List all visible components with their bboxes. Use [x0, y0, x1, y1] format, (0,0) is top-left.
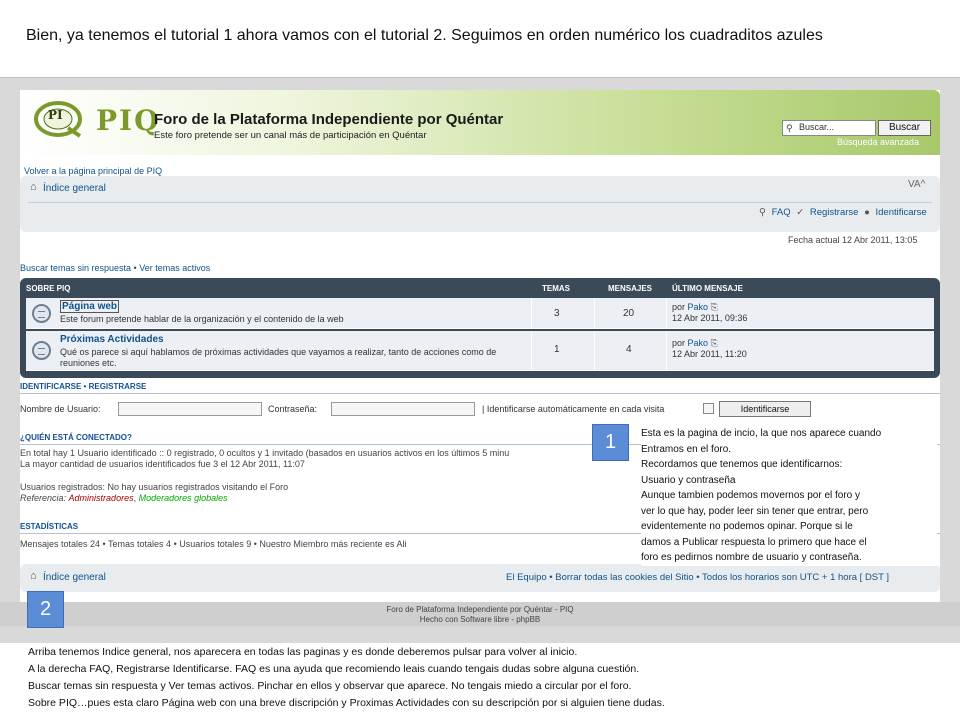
stats-line: Mensajes totales 24 • Temas totales 4 • Usuarios totales 9 • Nuestro Miembro más reciente es Ali — [20, 539, 407, 549]
stats-section-title: ESTADÍSTICAS — [20, 522, 79, 531]
topics-count: 3 — [554, 308, 560, 319]
auto-login-checkbox[interactable] — [703, 403, 714, 414]
login-section-title[interactable]: IDENTIFICARSE • REGISTRARSE — [20, 382, 147, 391]
online-users-line: En total hay 1 Usuario identificado :: 0 registrado, 0 ocultos y 1 invitado (basados en usuarios activos en los últimos 5 minu — [20, 448, 510, 458]
explanation-line: Arriba tenemos Indice general, nos aparecera en todas las paginas y es donde deberemos pulsar para volver al inicio. — [28, 646, 578, 658]
column-divider — [594, 298, 595, 328]
online-section-title[interactable]: ¿QUIÉN ESTÁ CONECTADO? — [20, 433, 132, 442]
column-divider — [666, 298, 667, 328]
forum-title: Foro de la Plataforma Independiente por Quéntar — [154, 111, 504, 128]
topics-count: 1 — [554, 344, 560, 355]
search-button[interactable]: Buscar — [878, 120, 931, 136]
password-label: Contraseña: — [268, 404, 318, 414]
note-line: ver lo que hay, poder leer sin tener que entrar, pero — [641, 504, 937, 520]
forum-header — [20, 90, 940, 155]
column-divider — [666, 331, 667, 370]
nav-home-link[interactable]: Índice general — [43, 183, 106, 194]
note-line: Esta es la pagina de incio, la que nos aparece cuando — [641, 426, 937, 442]
credit-line-2[interactable]: Hecho con Software libre - phpBB — [419, 615, 541, 624]
view-post-icon[interactable]: ⎘ — [710, 338, 718, 348]
password-field[interactable] — [331, 402, 475, 416]
last-post-author[interactable]: Pako — [687, 338, 709, 348]
note-line: Aunque tambien podemos movernos por el foro y — [641, 488, 937, 504]
forum-read-icon — [32, 341, 51, 360]
font-size-control[interactable]: VA^ — [908, 179, 926, 190]
advanced-search-link[interactable]: Búsqueda avanzada — [837, 137, 920, 147]
posts-count: 20 — [623, 308, 635, 319]
annotation-note — [641, 426, 937, 566]
register-icon: ✓ — [796, 207, 805, 218]
registered-users-line: Usuarios registrados: No hay usuarios registrados visitando el Foro — [20, 482, 289, 492]
forum-description: Qué os parece si aquí hablamos de próximas actividades que vayamos a realizar, tanto de acciones como de reuniones etc. — [60, 347, 497, 368]
note-line: foro es pedirnos nombre de usuario y contraseña. — [641, 550, 937, 566]
last-post-info — [672, 338, 747, 360]
last-post-prefix: por — [672, 302, 686, 312]
last-post-header: ÚLTIMO MENSAJE — [672, 284, 743, 293]
navbar — [20, 176, 940, 232]
username-label: Nombre de Usuario: — [20, 404, 101, 414]
explanation-text — [28, 644, 948, 712]
login-icon: ● — [864, 207, 870, 218]
step-badge-2: 2 — [27, 591, 64, 628]
forum-row — [26, 331, 934, 371]
footer-navbar — [20, 564, 940, 592]
username-field[interactable] — [118, 402, 262, 416]
login-link[interactable]: Identificarse — [875, 207, 927, 218]
last-post-info — [672, 302, 747, 324]
forum-table — [20, 278, 940, 378]
faq-link[interactable]: FAQ — [771, 207, 791, 218]
note-line: damos a Publicar respuesta lo primero que hace el — [641, 535, 937, 551]
explanation-line: Sobre PIQ…pues esta claro Página web con una breve discripción y Proximas Actividades con su descripción por si alguien tiene dudas. — [28, 697, 665, 709]
current-date: Fecha actual 12 Abr 2011, 13:05 — [788, 235, 918, 245]
footer-home-link[interactable]: Índice general — [43, 572, 106, 583]
auto-login-label: | Identificarse automáticamente en cada visita — [482, 404, 665, 414]
brand-name: PIQ — [96, 104, 161, 137]
explanation-line: Buscar temas sin respuesta y Ver temas activos. Pinchar en ellos y observar que aparece. No tengais miedo a circular por el foro. — [28, 680, 632, 692]
note-line: Entramos en el foro. — [641, 442, 937, 458]
forum-row — [26, 298, 934, 329]
view-post-icon[interactable]: ⎘ — [710, 302, 718, 312]
posts-header: MENSAJES — [608, 284, 653, 293]
max-users-line: La mayor cantidad de usuarios identificados fue 3 el 12 Abr 2011, 11:07 — [20, 459, 305, 469]
user-links — [756, 207, 927, 218]
faq-icon: ⚲ — [759, 207, 766, 218]
legend-line — [20, 493, 228, 504]
note-line: Recordamos que tenemos que identificarnos: — [641, 457, 937, 473]
step-badge-1: 1 — [592, 424, 629, 461]
legend-separator: , — [133, 493, 139, 503]
column-divider — [531, 298, 532, 328]
posts-count: 4 — [626, 344, 632, 355]
search-placeholder: Buscar... — [799, 122, 835, 132]
forum-read-icon — [32, 304, 51, 323]
column-divider — [594, 331, 595, 370]
explanation-line: A la derecha FAQ, Registrarse Identificarse. FAQ es una ayuda que recomiendo leais cuando tengais dudas sobre alguna cuestión. — [28, 663, 640, 675]
logo-text: PI — [48, 108, 63, 122]
home-icon: ⌂ — [30, 570, 37, 582]
home-icon: ⌂ — [30, 181, 37, 193]
forum-title-link[interactable]: Próximas Actividades — [60, 334, 164, 345]
tutorial-caption: Bien, ya tenemos el tutorial 1 ahora vamos con el tutorial 2. Seguimos en orden numérico los cuadraditos azules — [26, 27, 823, 44]
last-post-author[interactable]: Pako — [687, 302, 709, 312]
credit-line-1: Foro de Plataforma Independiente por Quéntar - PIQ — [386, 605, 574, 614]
footer-links[interactable]: El Equipo • Borrar todas las cookies del Sitio • Todos los horarios son UTC + 1 hora [ DST ] — [506, 572, 890, 583]
note-line: evidentemente no podemos opinar. Porque si le — [641, 519, 937, 535]
navbar-divider — [28, 202, 932, 203]
forum-subtitle: Este foro pretende ser un canal más de participación en Quéntar — [154, 130, 427, 141]
back-to-main-link[interactable]: Volver a la página principal de PIQ — [24, 166, 163, 176]
site-credit — [0, 605, 960, 625]
forum-title-link[interactable]: Página web — [62, 301, 118, 312]
last-post-date: 12 Abr 2011, 09:36 — [672, 313, 748, 323]
note-line: Usuario y contraseña — [641, 473, 937, 489]
topics-header: TEMAS — [542, 284, 570, 293]
search-icon: ⚲ — [786, 123, 793, 133]
last-post-date: 12 Abr 2011, 11:20 — [672, 349, 747, 359]
column-divider — [531, 331, 532, 370]
section-divider — [20, 393, 940, 394]
admins-link[interactable]: Administradores — [68, 493, 134, 503]
search-input[interactable] — [782, 120, 876, 136]
legend-label: Referencia: — [20, 493, 67, 503]
register-link[interactable]: Registrarse — [809, 207, 859, 218]
last-post-prefix: por — [672, 338, 686, 348]
moderators-link[interactable]: Moderadores globales — [138, 493, 228, 503]
category-header[interactable]: SOBRE PIQ — [26, 284, 71, 293]
quick-links[interactable]: Buscar temas sin respuesta • Ver temas activos — [20, 263, 211, 273]
forum-description: Este forum pretende hablar de la organización y el contenido de la web — [60, 314, 344, 324]
login-button[interactable]: Identificarse — [719, 401, 811, 417]
